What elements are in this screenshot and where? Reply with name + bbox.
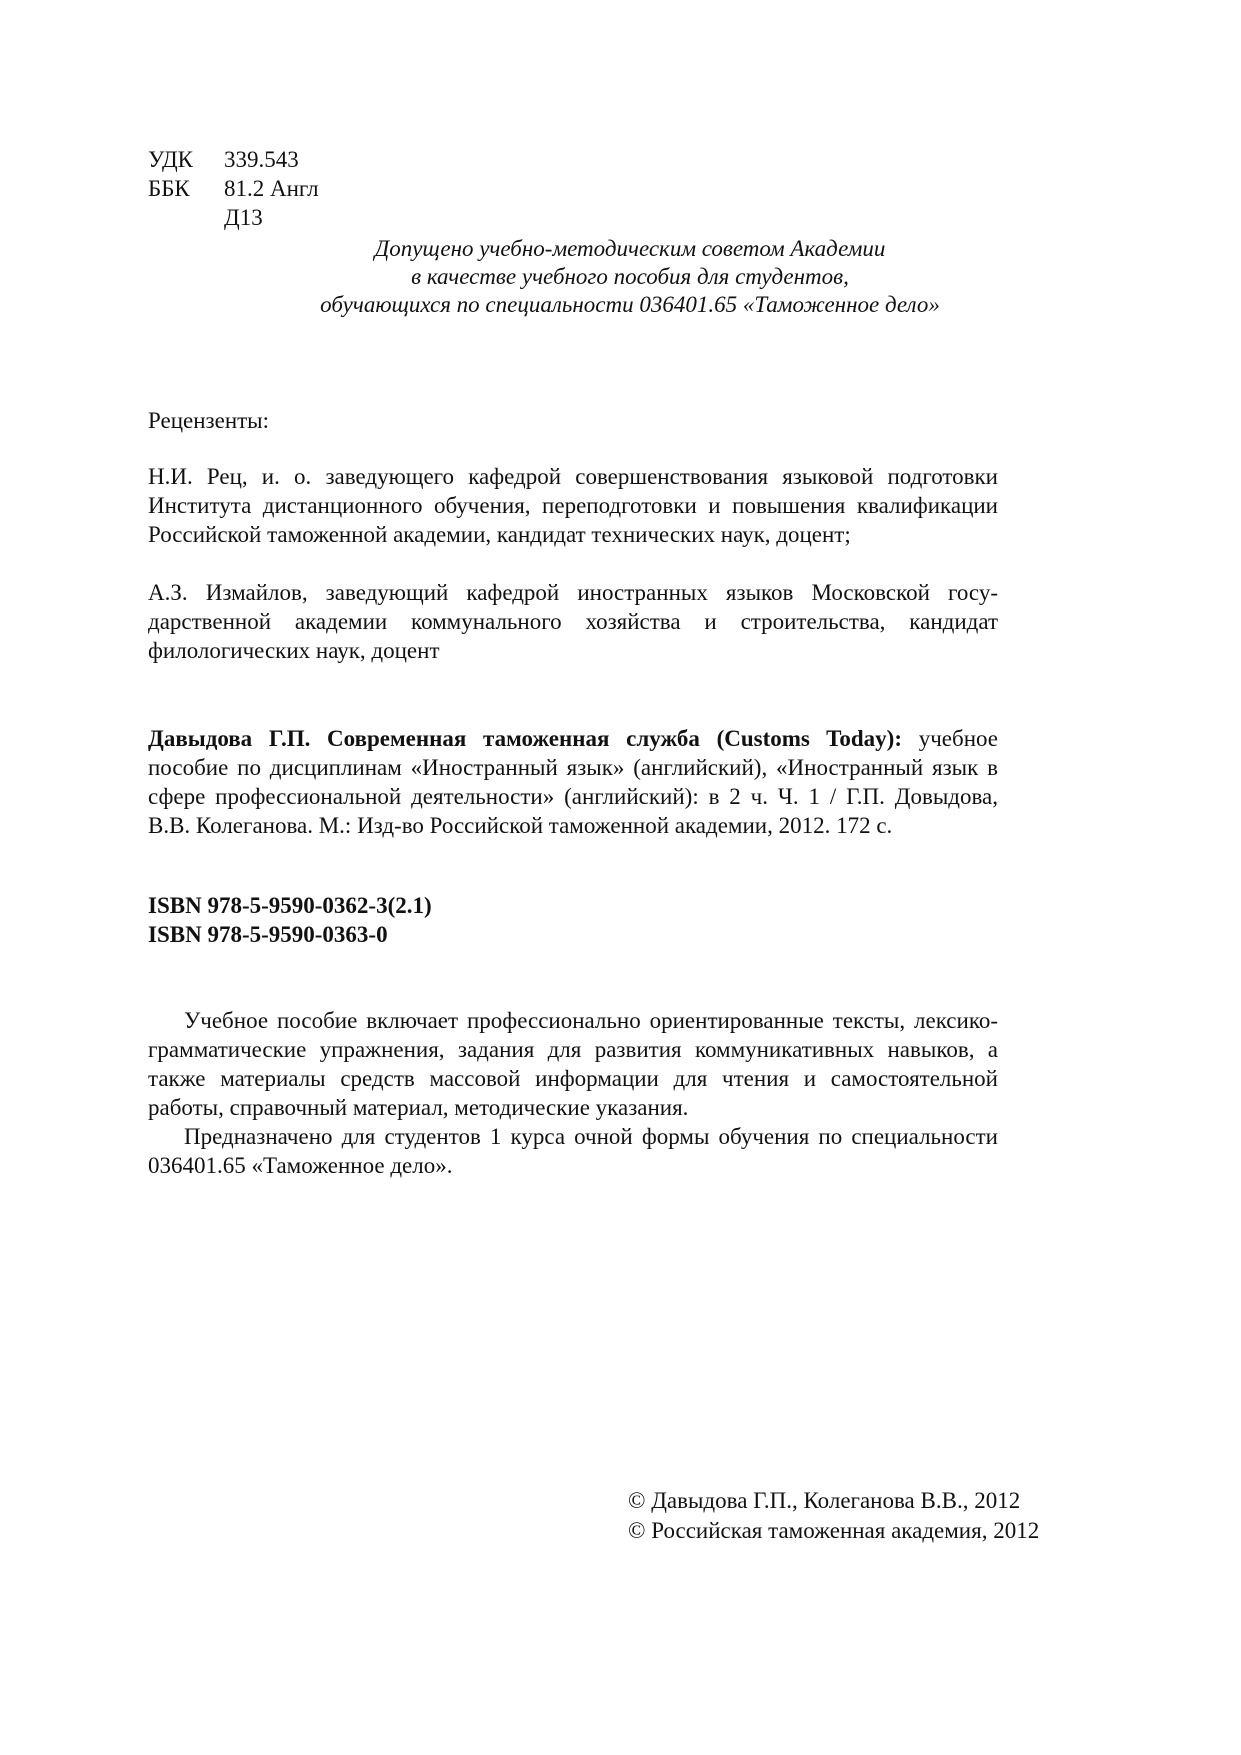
bbk-value: 81.2 Англ [224, 176, 319, 201]
isbn-1: ISBN 978-5-9590-0362-3(2.1) [148, 893, 432, 918]
annotation [148, 1006, 998, 1180]
author-mark-row [148, 203, 319, 232]
annotation-paragraph-2: Предназначено для студентов 1 курса очной формы обучения по специальности 036401.65 «Таможенное дело». [148, 1124, 998, 1178]
bbk-label: ББК [148, 176, 190, 201]
bibliographic-record [148, 724, 998, 840]
bbk-row [148, 174, 319, 203]
annotation-paragraph-1: Учебное пособие включает профессионально ориентированные тексты, лексико-грамматические упражнения, задания для развития коммуникативных навыков, а также материалы средств массовой информации для чтения и самостоятельной работы, справочный материал, методические указания. [148, 1008, 998, 1120]
approval-line-3: обучающихся по специальности 036401.65 «Таможенное дело» [320, 292, 940, 317]
author-mark: Д13 [224, 205, 263, 230]
classification-codes [148, 145, 319, 232]
isbn-2: ISBN 978-5-9590-0363-0 [148, 922, 388, 947]
approval-statement [250, 235, 1010, 319]
bib-details: учебное пособие по дисциплинам «Иностранный язык» (английский), «Иностранный язык в сфере профессиональной деятельности» (английский): в 2 ч. Ч. 1 / Г.П. Довыдова, В.В. Колеганова. М.: Изд-во Российской таможенной академии, 2012. 172 с. [148, 726, 998, 838]
approval-line-1: Допущено учебно-методическим советом Академии [374, 236, 886, 261]
bib-title: Давыдова Г.П. Современная таможенная служба (Customs Today): [148, 726, 902, 751]
copyright-block [628, 1486, 1039, 1546]
reviewer-2: А.З. Измайлов, заведующий кафедрой иностранных языков Московской государственной академии коммунального хозяйства и строительства, кандидат филологических наук, доцент [148, 580, 998, 663]
copyright-authors: © Давыдова Г.П., Колеганова В.В., 2012 [628, 1488, 1021, 1513]
udc-label: УДК [148, 147, 193, 172]
udc-row [148, 145, 319, 174]
udc-value: 339.543 [224, 147, 299, 172]
copyright-academy: © Российская таможенная академия, 2012 [628, 1518, 1040, 1543]
reviewers-heading: Рецензенты: [148, 408, 270, 433]
reviewer-1: Н.И. Рец, и. о. заведующего кафедрой совершенствования языковой подготовки Института дистанционного обучения, переподготовки и повышения квалификации Российской таможенной академии, кандидат технических наук, доцент; [148, 464, 998, 547]
isbn-block [148, 891, 998, 949]
approval-line-2: в качестве учебного пособия для студентов, [411, 264, 849, 289]
